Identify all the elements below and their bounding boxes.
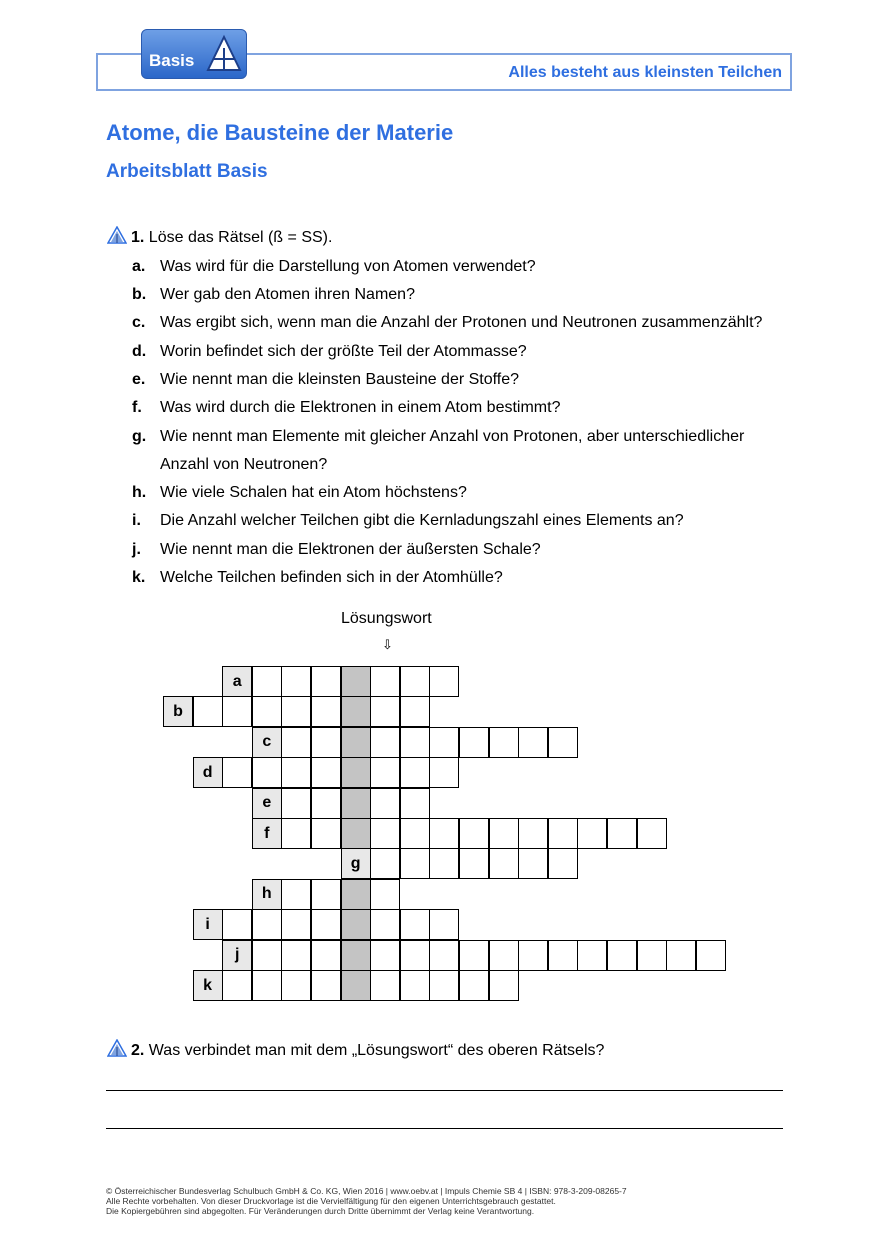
crossword-label-cell: h [252,879,282,910]
crossword-cell[interactable] [222,757,252,788]
question-letter: d. [132,343,147,360]
crossword-cell[interactable] [222,970,252,1001]
crossword-cell[interactable] [548,940,578,971]
question-text-continued: Anzahl von Neutronen? [160,456,328,473]
crossword-cell[interactable] [311,696,341,727]
crossword-cell[interactable] [400,970,430,1001]
crossword-solution-cell[interactable] [341,879,371,910]
task-1-number: 1. [131,229,145,246]
crossword-cell[interactable] [311,818,341,849]
crossword-cell[interactable] [281,940,311,971]
crossword-cell[interactable] [311,788,341,819]
crossword-label-cell: f [252,818,282,849]
crossword-cell[interactable] [489,940,519,971]
crossword-cell[interactable] [459,940,489,971]
crossword-cell[interactable] [311,940,341,971]
footer-rights: Alle Rechte vorbehalten. Von dieser Druckvorlage ist die Vervielfältigung für den eigenen Unterrichtsgebrauch gestattet. [106,1196,556,1206]
crossword-cell[interactable] [281,757,311,788]
crossword-cell[interactable] [281,879,311,910]
crossword-cell[interactable] [311,727,341,758]
question-text: Wie nennt man die Elektronen der äußersten Schale? [160,541,541,558]
footer-copyright: © Österreichischer Bundesverlag Schulbuch GmbH & Co. KG, Wien 2016 | www.oebv.at | Impuls Chemie SB 4 | ISBN: 978-3-209-08265-7 [106,1186,627,1196]
crossword-cell[interactable] [577,818,607,849]
header-title: Alles besteht aus kleinsten Teilchen [508,64,782,81]
crossword-cell[interactable] [281,696,311,727]
crossword-cell[interactable] [252,970,282,1001]
triangle-logo-icon [205,34,243,74]
crossword-cell[interactable] [370,940,400,971]
crossword-cell[interactable] [548,727,578,758]
crossword-cell[interactable] [429,940,459,971]
crossword-cell[interactable] [429,757,459,788]
crossword-cell[interactable] [281,727,311,758]
crossword-label-cell: g [341,848,371,879]
crossword-solution-cell[interactable] [341,696,371,727]
crossword-cell[interactable] [518,940,548,971]
crossword-solution-cell[interactable] [341,666,371,697]
logo-text: Basis [149,51,195,70]
crossword-label-cell: d [193,757,223,788]
crossword-cell[interactable] [459,848,489,879]
crossword-cell[interactable] [607,818,637,849]
footer-fees: Die Kopiergebühren sind abgegolten. Für Veränderungen durch Dritte übernimmt der Verlag keine Verantwortung. [106,1206,535,1216]
crossword-cell[interactable] [311,909,341,940]
crossword-cell[interactable] [370,727,400,758]
crossword-solution-cell[interactable] [341,727,371,758]
crossword-solution-cell[interactable] [341,970,371,1001]
crossword-cell[interactable] [281,788,311,819]
crossword-cell[interactable] [281,970,311,1001]
crossword-label-cell: c [252,727,282,758]
crossword-cell[interactable] [400,818,430,849]
page-subtitle: Arbeitsblatt Basis [106,161,268,182]
crossword-cell[interactable] [252,909,282,940]
question-letter: f. [132,399,142,416]
crossword-cell[interactable] [281,818,311,849]
answer-line[interactable] [106,1128,783,1129]
crossword-label-cell: j [222,940,252,971]
question-text: Wie nennt man die kleinsten Bausteine der Stoffe? [160,371,520,388]
crossword-cell[interactable] [459,970,489,1001]
question-text: Wie nennt man Elemente mit gleicher Anzahl von Protonen, aber unterschiedlicher [160,428,745,445]
crossword-cell[interactable] [370,879,400,910]
crossword-cell[interactable] [518,727,548,758]
crossword-solution-cell[interactable] [341,940,371,971]
solution-word-label: Lösungswort [341,610,432,627]
crossword-solution-cell[interactable] [341,788,371,819]
crossword-cell[interactable] [370,666,400,697]
crossword-cell[interactable] [637,940,667,971]
crossword-solution-cell[interactable] [341,909,371,940]
crossword-cell[interactable] [370,848,400,879]
crossword-cell[interactable] [429,818,459,849]
crossword-cell[interactable] [429,970,459,1001]
footer [106,1186,627,1216]
crossword-cell[interactable] [459,727,489,758]
question-letter: g. [132,428,147,445]
crossword-cell[interactable] [370,757,400,788]
crossword-cell[interactable] [607,940,637,971]
crossword-label-cell: a [222,666,252,697]
question-letter: k. [132,569,146,586]
crossword-cell[interactable] [311,757,341,788]
crossword-cell[interactable] [281,666,311,697]
question-text: Was wird durch die Elektronen in einem Atom bestimmt? [160,399,561,416]
crossword-cell[interactable] [370,696,400,727]
down-arrow-icon: ⇩ [382,637,393,652]
crossword-cell[interactable] [222,696,252,727]
task-2-text: Was verbindet man mit dem „Lösungswort“ des oberen Rätsels? [148,1042,605,1059]
crossword-cell[interactable] [370,788,400,819]
crossword-cell[interactable] [429,848,459,879]
answer-line[interactable] [106,1090,783,1091]
question-text: Was ergibt sich, wenn man die Anzahl der Protonen und Neutronen zusammenzählt? [160,314,763,331]
crossword-cell[interactable] [459,818,489,849]
question-text: Die Anzahl welcher Teilchen gibt die Kernladungszahl eines Elements an? [160,512,684,529]
crossword-cell[interactable] [222,909,252,940]
crossword-cell[interactable] [489,727,519,758]
crossword-cell[interactable] [400,848,430,879]
crossword-cell[interactable] [577,940,607,971]
crossword-cell[interactable] [193,696,223,727]
crossword-cell[interactable] [518,818,548,849]
crossword-cell[interactable] [696,940,726,971]
crossword-cell[interactable] [637,818,667,849]
basis-task-icon [107,226,127,244]
crossword-cell[interactable] [400,666,430,697]
crossword-cell[interactable] [311,879,341,910]
crossword-cell[interactable] [489,848,519,879]
crossword-cell[interactable] [252,666,282,697]
page-title: Atome, die Bausteine der Materie [106,120,454,145]
crossword-cell[interactable] [429,727,459,758]
crossword-label-cell: k [193,970,223,1001]
question-text: Welche Teilchen befinden sich in der Atomhülle? [160,569,503,586]
crossword-solution-cell[interactable] [341,757,371,788]
crossword-cell[interactable] [518,848,548,879]
question-text: Worin befindet sich der größte Teil der Atommasse? [160,343,527,360]
crossword-cell[interactable] [429,909,459,940]
task-1-text: Löse das Rätsel (ß = SS). [148,229,333,246]
task-2-question [131,1042,604,1060]
basis-task-icon [107,1039,127,1057]
crossword-cell[interactable] [548,818,578,849]
question-text: Wie viele Schalen hat ein Atom höchstens? [160,484,467,501]
crossword-cell[interactable] [548,848,578,879]
task-2-number: 2. [131,1042,145,1059]
crossword-cell[interactable] [400,909,430,940]
crossword-cell[interactable] [489,970,519,1001]
crossword-cell[interactable] [370,909,400,940]
crossword-cell[interactable] [400,696,430,727]
question-letter: i. [132,512,141,529]
question-letter: c. [132,314,146,331]
task-1-instruction [131,229,332,247]
question-letter: b. [132,286,147,303]
crossword-cell[interactable] [311,666,341,697]
crossword-label-cell: i [193,909,223,940]
question-letter: e. [132,371,146,388]
crossword-cell[interactable] [489,818,519,849]
crossword-cell[interactable] [252,940,282,971]
crossword-label-cell: b [163,696,193,727]
question-letter: j. [132,541,141,558]
crossword-cell[interactable] [252,757,282,788]
crossword-cell[interactable] [281,909,311,940]
crossword-cell[interactable] [429,666,459,697]
crossword-cell[interactable] [252,696,282,727]
crossword-cell[interactable] [400,788,430,819]
crossword-cell[interactable] [400,940,430,971]
crossword-solution-cell[interactable] [341,818,371,849]
crossword-cell[interactable] [400,727,430,758]
crossword-cell[interactable] [370,970,400,1001]
question-text: Wer gab den Atomen ihren Namen? [160,286,415,303]
crossword-cell[interactable] [370,818,400,849]
question-text: Was wird für die Darstellung von Atomen verwendet? [160,258,536,275]
crossword-cell[interactable] [311,970,341,1001]
crossword-label-cell: e [252,788,282,819]
question-letter: h. [132,484,147,501]
basis-logo [141,29,247,79]
crossword-cell[interactable] [666,940,696,971]
crossword-cell[interactable] [400,757,430,788]
question-letter: a. [132,258,146,275]
